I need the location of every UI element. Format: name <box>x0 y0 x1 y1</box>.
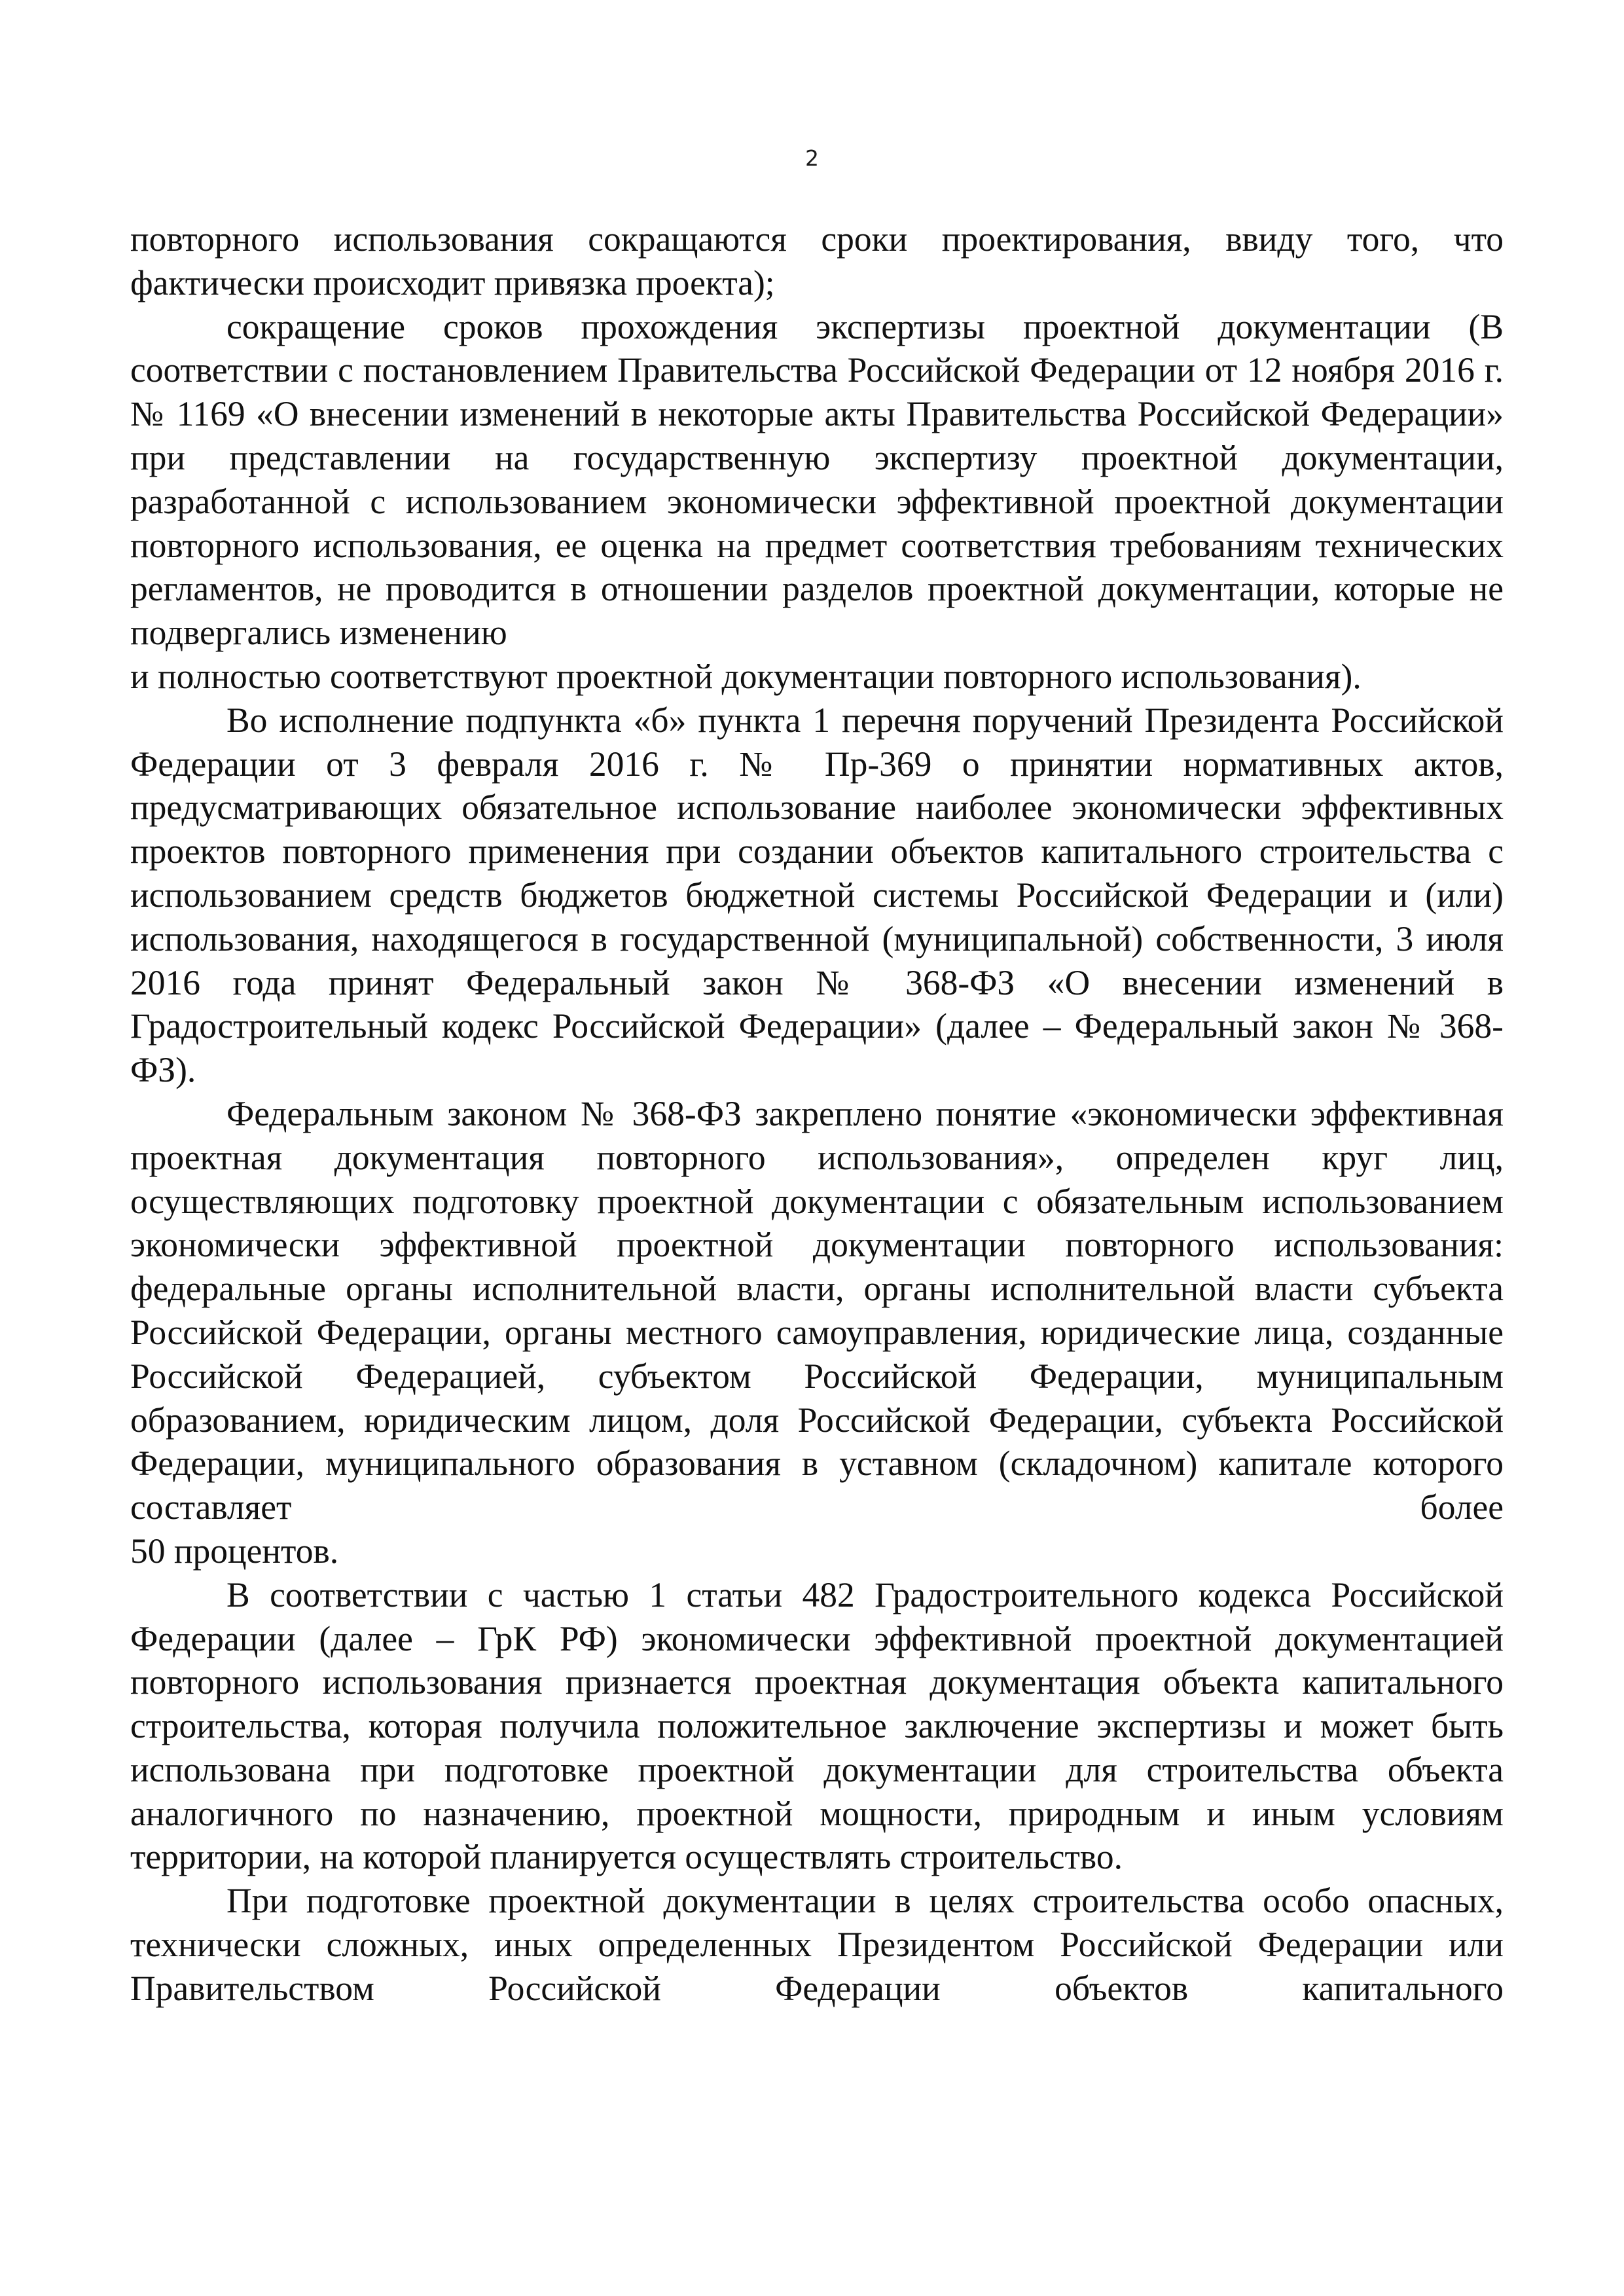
document-body <box>130 217 1504 2011</box>
paragraph-continuation: повторного использования сокращаются сроки проектирования, ввиду того, что фактически происходит привязка проекта); <box>130 219 1504 302</box>
paragraph-percent-line: 50 процентов. <box>130 1531 339 1571</box>
paragraph-expertise-reduction: сокращение сроков прохождения экспертизы проектной документации (В соответствии с постановлением Правительства Российской Федерации от 12 ноября 2016 г. № 1169 «О внесении изменений в некоторые акты Правительства Российской Федерации» при представлении на государственную экспертизу проектной документации, разработанной с использованием экономически эффективной проектной документации повторного использования, ее оценка на предмет соответствия требованиям технических регламентов, не проводится в отношении разделов проектной документации, которые не подвергались изменению <box>130 306 1504 653</box>
paragraph-law-concept: Федеральным законом № 368-ФЗ закреплено понятие «экономически эффективная проектная документация повторного использования», определен круг лиц, осуществляющих подготовку проектной документации с обязательным использованием экономически эффективной проектной документации повторного использования: федеральные органы исполнительной власти, органы исполнительной власти субъекта Российской Федерации, органы местного самоуправления, юридические лица, созданные Российской Федерацией, субъектом Российской Федерации, муниципальным образованием, юридическим лицом, доля Российской Федерации, субъекта Российской Федерации, муниципального образования в уставном (складочном) капитале которого составляет более <box>130 1093 1504 1527</box>
paragraph-federal-law-adoption: Во исполнение подпункта «б» пункта 1 перечня поручений Президента Российской Федерации от 3 февраля 2016 г. № Пр-369 о принятии нормативных актов, предусматривающих обязательное использование наиболее экономически эффективных проектов повторного применения при создании объектов капитального строительства с использованием средств бюджетов бюджетной системы Российской Федерации и (или) использования, находящегося в государственной (муниципальной) собственности, 3 июля 2016 года принят Федеральный закон № 368-ФЗ «О внесении изменений в Градостроительный кодекс Российской Федерации» (далее – Федеральный закон № 368-ФЗ). <box>130 700 1504 1090</box>
paragraph-hazardous-objects: При подготовке проектной документации в целях строительства особо опасных, технически сложных, иных определенных Президентом Российской Федерации или Правительством Российской Федерации объектов капитального <box>130 1881 1504 2008</box>
paragraph-expertise-tail: и полностью соответствуют проектной документации повторного использования). <box>130 656 1362 696</box>
page-number: 2 <box>805 145 819 171</box>
paragraph-article-482: В соответствии с частью 1 статьи 482 Градостроительного кодекса Российской Федерации (далее – ГрК РФ) экономически эффективной проектной документацией повторного использования признается проектная документация объекта капитального строительства, которая получила положительное заключение экспертизы и может быть использована при подготовке проектной документации для строительства объекта аналогичного по назначению, проектной мощности, природным и иным условиям территории, на которой планируется осуществлять строительство. <box>130 1575 1504 1877</box>
